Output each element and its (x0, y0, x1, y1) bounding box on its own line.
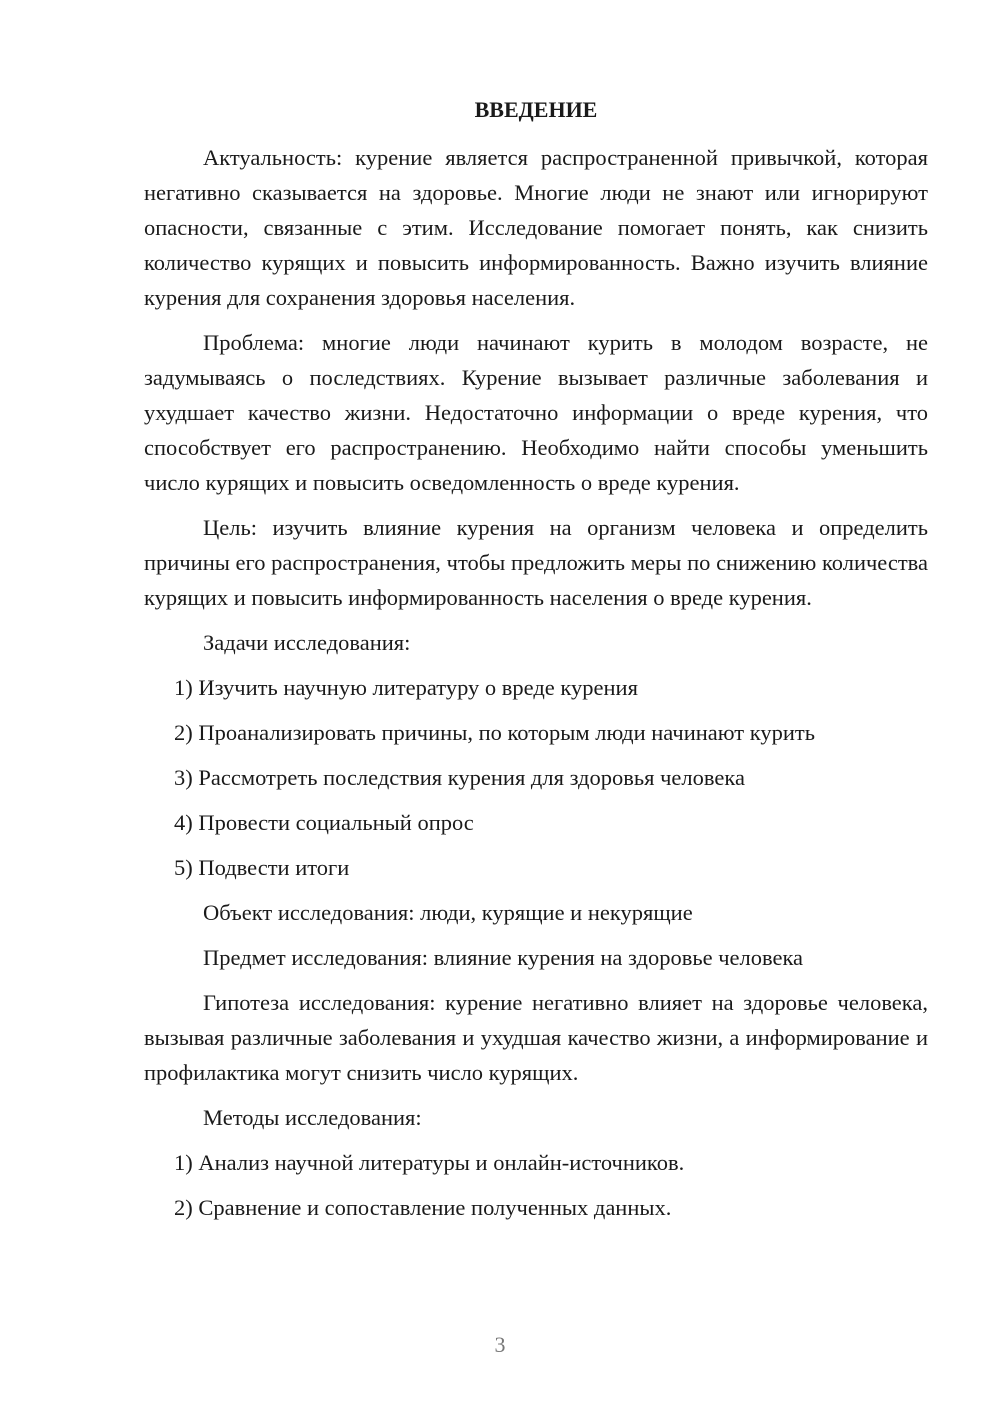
list-item: 5) Подвести итоги (174, 855, 350, 880)
list-item: 1) Изучить научную литературу о вреде курения (174, 675, 638, 700)
list-item: 2) Проанализировать причины, по которым люди начинают курить (174, 720, 815, 745)
list-item: 4) Провести социальный опрос (174, 810, 474, 835)
relevance-paragraph: Актуальность: курение является распространенной привычкой, которая негативно сказывается на здоровье. Многие люди не знают или игнорируют опасности, связанные с этим. Исследование помогает понять, как снизить количество курящих и повысить информированность. Важно изучить влияние курения для сохранения здоровья населения. (144, 145, 928, 310)
hypothesis-paragraph: Гипотеза исследования: курение негативно влияет на здоровье человека, вызывая различные заболевания и ухудшая качество жизни, а информирование и профилактика могут снизить число курящих. (144, 990, 928, 1085)
goal-paragraph: Цель: изучить влияние курения на организм человека и определить причины его распространения, чтобы предложить меры по снижению количества курящих и повысить информированность населения о вреде курения. (144, 515, 928, 610)
problem-paragraph: Проблема: многие люди начинают курить в молодом возрасте, не задумываясь о последствиях. Курение вызывает различные заболевания и ухудшает качество жизни. Недостаточно информации о вреде курения, что способствует его распространению. Необходимо найти способы уменьшить число курящих и повысить осведомленность о вреде курения. (144, 330, 928, 495)
list-item: 2) Сравнение и сопоставление полученных данных. (174, 1195, 672, 1220)
object-line: Объект исследования: люди, курящие и некурящие (203, 900, 693, 925)
tasks-list (144, 670, 928, 885)
page-number: 3 (494, 1332, 506, 1357)
list-item: 1) Анализ научной литературы и онлайн-источников. (174, 1150, 685, 1175)
document-page (144, 92, 928, 1235)
tasks-heading: Задачи исследования: (203, 630, 411, 655)
subject-line: Предмет исследования: влияние курения на здоровье человека (203, 945, 804, 970)
methods-list (144, 1145, 928, 1225)
section-title: ВВЕДЕНИЕ (474, 97, 598, 122)
list-item: 3) Рассмотреть последствия курения для здоровья человека (174, 765, 745, 790)
methods-heading: Методы исследования: (203, 1105, 422, 1130)
